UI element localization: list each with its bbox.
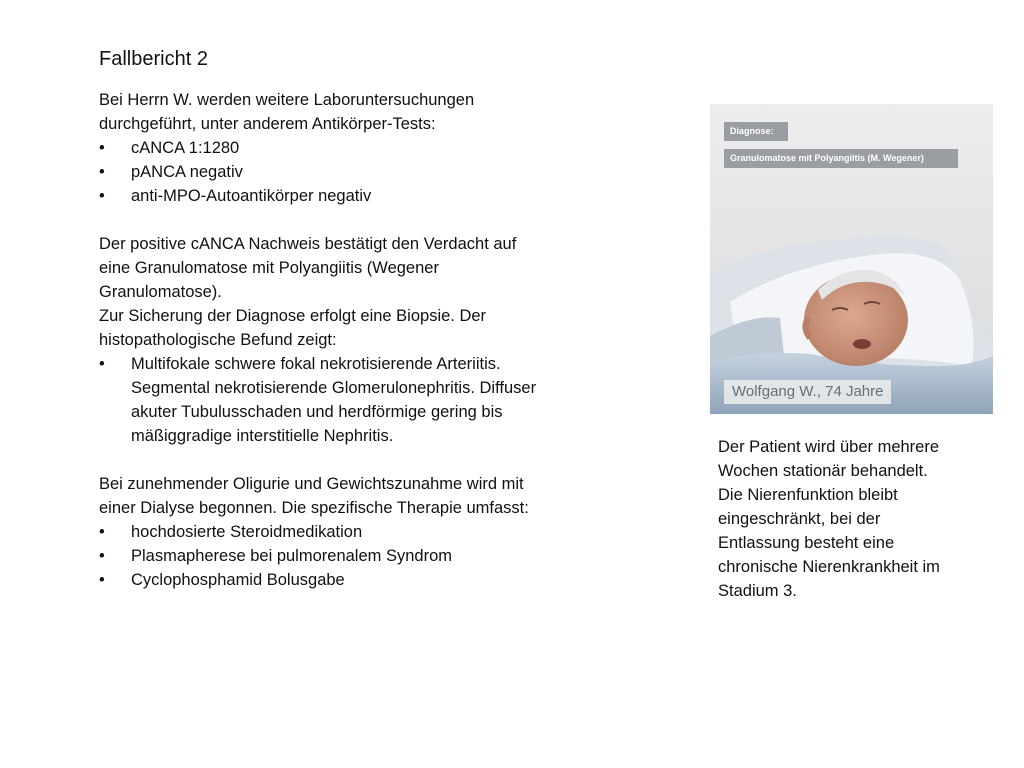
bullet-icon: •: [99, 547, 105, 565]
outcome-line: eingeschränkt, bei der: [718, 510, 881, 528]
outcome-line: Der Patient wird über mehrere: [718, 438, 940, 456]
intro-line: durchgeführt, unter anderem Antikörper-Tests:: [99, 115, 436, 133]
bullet-icon: •: [99, 187, 105, 205]
diagnosis-label-tag: Diagnose:: [724, 122, 788, 141]
therapy-item-text: Cyclophosphamid Bolusgabe: [131, 571, 345, 589]
patient-photo: [710, 104, 993, 414]
bullet-icon: •: [99, 523, 105, 541]
therapy-list: [99, 520, 599, 592]
biopsy-intro-line: Zur Sicherung der Diagnose erfolgt eine Biopsie. Der: [99, 307, 487, 325]
confirmation-line: eine Granulomatose mit Polyangiitis (Wegener: [99, 259, 439, 277]
diagnosis-value-tag: Granulomatose mit Polyangiitis (M. Wegener): [724, 149, 958, 168]
therapy-intro-line: Bei zunehmender Oligurie und Gewichtszunahme wird mit: [99, 475, 524, 493]
outcome-line: Wochen stationär behandelt.: [718, 462, 928, 480]
therapy-item-text: hochdosierte Steroidmedikation: [131, 523, 363, 541]
slide-title: Fallbericht 2: [99, 48, 208, 70]
therapy-item-text: Plasmapherese bei pulmorenalem Syndrom: [131, 547, 452, 565]
list-item: [99, 136, 599, 160]
outcome-line: Stadium 3.: [718, 582, 797, 600]
finding-line: Segmental nekrotisierende Glomerulonephritis. Diffuser: [131, 379, 537, 397]
biopsy-intro-paragraph: [99, 304, 599, 352]
therapy-intro-paragraph: [99, 472, 599, 520]
therapy-intro-line: einer Dialyse begonnen. Die spezifische Therapie umfasst:: [99, 499, 529, 517]
biopsy-findings-list: [99, 352, 599, 448]
paragraph-gap: [99, 208, 599, 232]
outcome-line: Die Nierenfunktion bleibt: [718, 486, 898, 504]
bullet-icon: •: [99, 139, 105, 157]
confirmation-line: Der positive cANCA Nachweis bestätigt den Verdacht auf: [99, 235, 517, 253]
paragraph-gap: [99, 448, 599, 472]
bullet-icon: •: [99, 355, 105, 373]
list-item: [99, 520, 599, 544]
bullet-icon: •: [99, 163, 105, 181]
finding-line: mäßiggradige interstitielle Nephritis.: [131, 427, 394, 445]
list-item: [99, 352, 599, 448]
lab-result-text: anti-MPO-Autoantikörper negativ: [131, 187, 372, 205]
bullet-icon: •: [99, 571, 105, 589]
patient-face: [804, 274, 908, 366]
finding-line: Multifokale schwere fokal nekrotisierende Arteriitis.: [131, 355, 501, 373]
list-item: [99, 544, 599, 568]
biopsy-intro-line: histopathologische Befund zeigt:: [99, 331, 337, 349]
intro-paragraph: [99, 88, 599, 136]
intro-line: Bei Herrn W. werden weitere Laboruntersuchungen: [99, 91, 475, 109]
lab-results-list: [99, 136, 599, 208]
list-item: [99, 184, 599, 208]
list-item: [99, 160, 599, 184]
outcome-text: [718, 435, 988, 603]
lab-result-text: pANCA negativ: [131, 163, 243, 181]
confirmation-paragraph: [99, 232, 599, 304]
main-case-text: [99, 88, 599, 592]
outcome-line: Entlassung besteht eine: [718, 534, 895, 552]
lab-result-text: cANCA 1:1280: [131, 139, 240, 157]
finding-line: akuter Tubulusschaden und herdförmige gering bis: [131, 403, 503, 421]
patient-mouth: [853, 339, 871, 349]
list-item: [99, 568, 599, 592]
patient-caption: Wolfgang W., 74 Jahre: [724, 380, 891, 404]
confirmation-line: Granulomatose).: [99, 283, 222, 301]
outcome-line: chronische Nierenkrankheit im: [718, 558, 940, 576]
